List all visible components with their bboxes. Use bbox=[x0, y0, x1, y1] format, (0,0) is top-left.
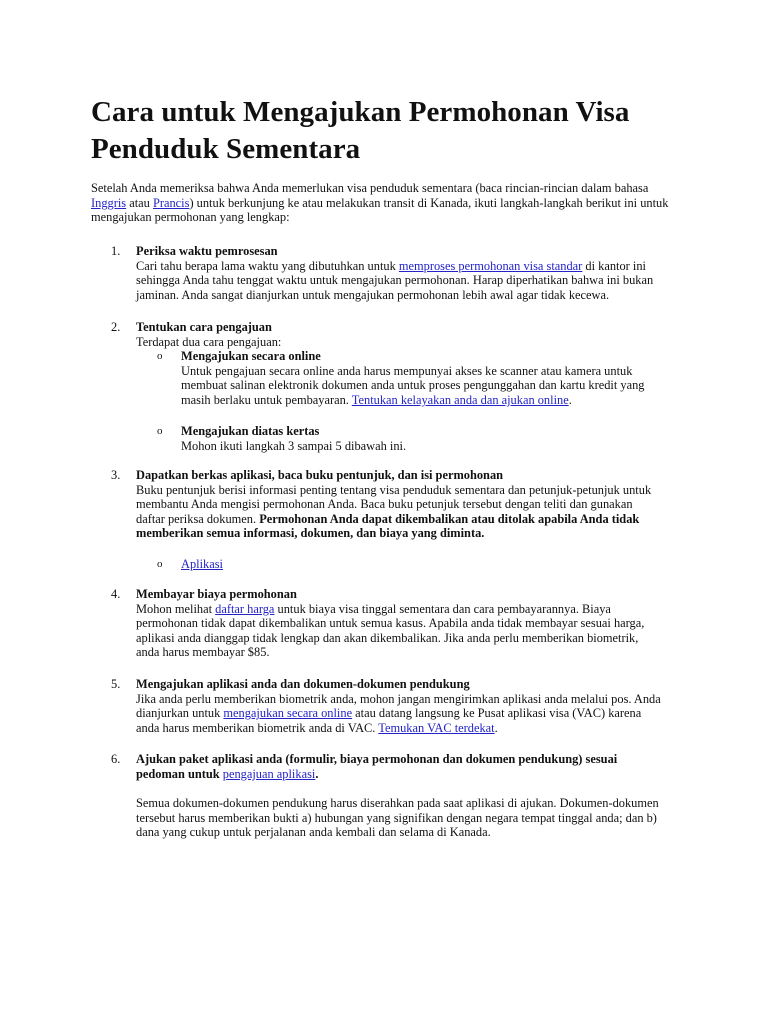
link-temukan-vac[interactable]: Temukan VAC terdekat bbox=[378, 720, 495, 735]
bullet-circle: o bbox=[157, 425, 163, 437]
step-title-end: . bbox=[315, 766, 319, 781]
step-body bbox=[136, 320, 661, 349]
step-bold-warning: Permohonan Anda dapat dikembalikan atau ditolak apabila Anda tidak memberikan semua informasi, dokumen, dan biaya yang diminta. bbox=[136, 511, 640, 541]
step-text-part: untuk biaya visa tinggal sementara dan cara pembayarannya. Biaya permohonan tidak dapat dikembalikan untuk semua kasus. Apabila anda tidak membayar sesuai harga, aplikasi anda dianggap tidak lengkap dan akan dikembalikan. Jika anda perlu memberikan biometrik, anda harus membayar $85. bbox=[136, 601, 645, 660]
step-number: 6. bbox=[111, 752, 121, 766]
step-number: 1. bbox=[111, 244, 121, 258]
bullet-circle: o bbox=[157, 350, 163, 362]
step-body bbox=[136, 677, 661, 735]
link-mengajukan-online[interactable]: mengajukan secara online bbox=[223, 706, 353, 721]
step-number: 3. bbox=[111, 468, 121, 482]
bullet-circle: o bbox=[157, 558, 163, 570]
option-body bbox=[181, 424, 656, 453]
intro-paragraph bbox=[91, 181, 686, 225]
aplikasi-body bbox=[181, 557, 656, 572]
page-title: Cara untuk Mengajukan Permohonan Visa Penduduk Sementara bbox=[91, 96, 630, 165]
step-text: Semua dokumen-dokumen pendukung harus diserahkan pada saat aplikasi di ajukan. Dokumen-dokumen tersebut harus memberikan bukti a) hubungan yang signifikan dengan negara tempat tinggal anda; dan b) dana yang cukup untuk perjalanan anda kembali dan selama di Kanada. bbox=[136, 796, 659, 840]
link-aplikasi[interactable]: Aplikasi bbox=[181, 557, 223, 571]
step-text-end: . bbox=[494, 720, 498, 735]
link-memproses-permohonan[interactable]: memproses permohonan visa standar bbox=[398, 258, 583, 273]
step-title: Membayar biaya permohonan bbox=[136, 587, 297, 601]
link-tentukan-kelayakan[interactable]: Tentukan kelayakan anda dan ajukan online bbox=[351, 392, 569, 407]
intro-text-3: ) untuk berkunjung ke atau melakukan transit di Kanada, ikuti langkah-langkah berikut ini untuk mengajukan permohonan yang lengkap: bbox=[91, 195, 669, 225]
step-body bbox=[136, 468, 661, 541]
step-text-part: Mohon melihat bbox=[136, 601, 216, 616]
step-title-text: Ajukan paket aplikasi anda (formulir, biaya permohonan dan dokumen pendukung) sesuai pedoman untuk bbox=[136, 752, 618, 781]
intro-text-1: Setelah Anda memeriksa bahwa Anda memerlukan visa penduduk sementara (baca rincian-rincian dalam bahasa bbox=[91, 181, 649, 195]
option-title: Mengajukan diatas kertas bbox=[181, 424, 320, 438]
link-daftar-harga[interactable]: daftar harga bbox=[215, 601, 275, 616]
step-title: Periksa waktu pemrosesan bbox=[136, 244, 278, 258]
step-text-part: Buku pentunjuk berisi informasi penting tentang visa penduduk sementara dan petunjuk-petunjuk untuk membantu Anda mengisi permohonan Anda. Baca buku petunjuk tersebut dengan teliti dan gunakan daftar periksa dokumen. bbox=[136, 482, 652, 526]
option-text-end: . bbox=[568, 392, 572, 407]
option-title: Mengajukan secara online bbox=[181, 349, 321, 363]
step-body bbox=[136, 752, 661, 840]
link-prancis[interactable]: Prancis bbox=[152, 195, 190, 210]
step-text-part: di kantor ini sehingga Anda tahu tenggat waktu untuk mengajukan permohonan. Harap diperhatikan bahwa ini bukan jaminan. Anda sangat dianjurkan untuk mengajukan permohonan lebih awal agar tidak kecewa. bbox=[136, 258, 654, 302]
link-pengajuan-aplikasi[interactable]: pengajuan aplikasi bbox=[222, 766, 316, 781]
step-title: Tentukan cara pengajuan bbox=[136, 320, 272, 334]
step-text-part: atau datang langsung ke Pusat aplikasi visa (VAC) karena anda harus memberikan biometrik anda di VAC. bbox=[136, 706, 642, 735]
step-number: 2. bbox=[111, 320, 121, 334]
step-text bbox=[136, 483, 661, 541]
option-text: Mohon ikuti langkah 3 sampai 5 dibawah ini. bbox=[181, 438, 407, 453]
step-text bbox=[136, 602, 661, 660]
step-title bbox=[136, 752, 661, 781]
step-text-part: Jika anda perlu memberikan biometrik anda, mohon jangan mengirimkan aplikasi anda melalui pos. Anda dianjurkan untuk bbox=[136, 691, 661, 721]
step-body bbox=[136, 587, 661, 660]
step-body bbox=[136, 244, 661, 302]
option-text bbox=[181, 364, 656, 408]
step-text bbox=[136, 692, 661, 736]
step-number: 5. bbox=[111, 677, 121, 691]
step-text bbox=[136, 259, 661, 303]
step-number: 4. bbox=[111, 587, 121, 601]
step-text: Terdapat dua cara pengajuan: bbox=[136, 334, 282, 349]
step-title: Mengajukan aplikasi anda dan dokumen-dokumen pendukung bbox=[136, 677, 470, 691]
step-text-part: Cari tahu berapa lama waktu yang dibutuhkan untuk bbox=[136, 258, 399, 273]
intro-text-2: atau bbox=[126, 195, 153, 210]
option-text-part: Untuk pengajuan secara online anda harus mempunyai akses ke scanner atau kamera untuk membuat salinan elektronik dokumen anda untuk proses pengunggahan dan kartu kredit yang masih berlaku untuk pembayaran. bbox=[181, 363, 645, 407]
link-inggris[interactable]: Inggris bbox=[91, 195, 127, 210]
step-title: Dapatkan berkas aplikasi, baca buku pentunjuk, dan isi permohonan bbox=[136, 468, 504, 482]
document-page bbox=[91, 94, 691, 840]
option-body bbox=[181, 349, 656, 407]
